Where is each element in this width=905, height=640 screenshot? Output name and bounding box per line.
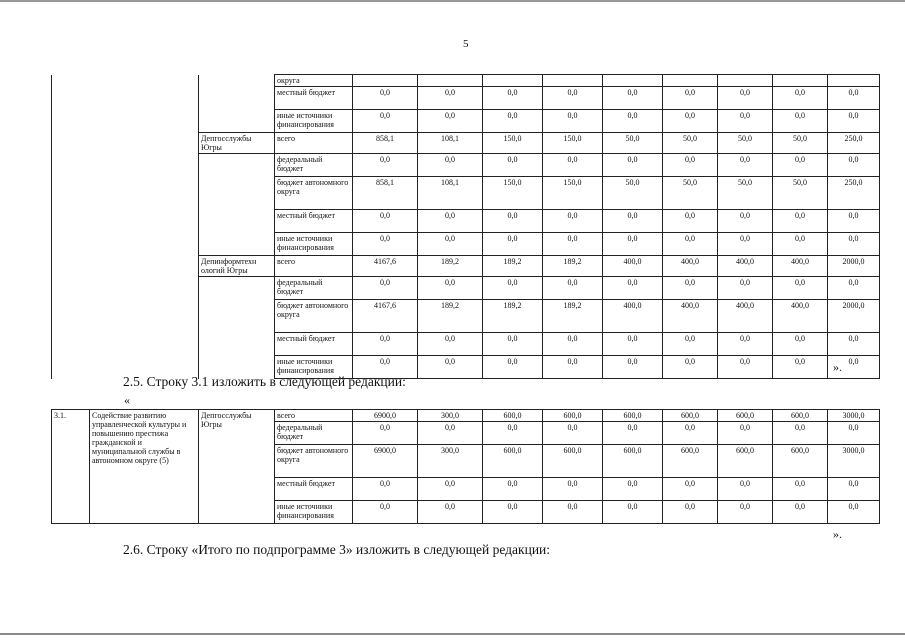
table-cell-value: 6900,0	[353, 445, 418, 478]
page-number: 5	[463, 38, 469, 50]
table-cell-value: 0,0	[718, 356, 773, 379]
table-cell-source: иные источники финансирования	[275, 233, 353, 256]
opening-quote: «	[124, 393, 130, 407]
table-cell-value: 0,0	[828, 210, 880, 233]
table-cell-source: бюджет автономного округа	[275, 300, 353, 333]
table-cell-executor: Депгосслужбы Югры	[199, 133, 275, 154]
table-row	[52, 300, 880, 333]
table-cell-value: 0,0	[418, 356, 483, 379]
table-cell-value: 0,0	[543, 422, 603, 445]
table-cell-executor	[199, 333, 275, 356]
row-number: 3.1.	[52, 410, 90, 524]
table-cell-value: 0,0	[353, 210, 418, 233]
table-cell-value: 50,0	[603, 177, 663, 210]
table-cell-value: 0,0	[603, 87, 663, 110]
table-cell-empty	[52, 256, 199, 277]
table-cell-executor	[199, 177, 275, 210]
table-cell-value: 2000,0	[828, 300, 880, 333]
table-cell-source: иные источники финансирования	[275, 356, 353, 379]
table-cell-value: 250,0	[828, 133, 880, 154]
table-cell-source: иные источники финансирования	[275, 110, 353, 133]
table-cell-value: 150,0	[543, 133, 603, 154]
table-cell-value: 400,0	[663, 256, 718, 277]
table-cell-value: 0,0	[603, 478, 663, 501]
table-row	[52, 133, 880, 154]
table-cell-value: 0,0	[718, 233, 773, 256]
table-row	[52, 333, 880, 356]
table-cell-source: округа	[275, 75, 353, 87]
table-cell-value: 3000,0	[828, 445, 880, 478]
table-cell-value: 400,0	[718, 300, 773, 333]
table-cell-value: 0,0	[718, 501, 773, 524]
table-cell-executor	[199, 300, 275, 333]
table-cell-value	[418, 75, 483, 87]
table-cell-value: 0,0	[353, 233, 418, 256]
table-cell-source: бюджет автономного округа	[275, 177, 353, 210]
table-cell-executor: Депгосслужбы Югры	[199, 410, 275, 524]
table-cell-executor	[199, 277, 275, 300]
table-cell-value: 0,0	[353, 333, 418, 356]
table-cell-executor	[199, 233, 275, 256]
table-cell-value: 50,0	[773, 177, 828, 210]
table-cell-value: 108,1	[418, 133, 483, 154]
table-cell-value: 108,1	[418, 177, 483, 210]
table-cell-source: местный бюджет	[275, 478, 353, 501]
table-cell-value: 0,0	[663, 422, 718, 445]
table-row	[52, 233, 880, 256]
table-cell-value: 189,2	[483, 300, 543, 333]
table-cell-value: 0,0	[718, 333, 773, 356]
table-cell-executor	[199, 110, 275, 133]
table-cell-value	[663, 75, 718, 87]
table-cell-source: местный бюджет	[275, 210, 353, 233]
table-cell-value: 0,0	[773, 233, 828, 256]
table-cell-value: 0,0	[418, 478, 483, 501]
table-cell-value: 858,1	[353, 133, 418, 154]
table-cell-value: 600,0	[663, 445, 718, 478]
table-cell-value: 0,0	[773, 154, 828, 177]
table-cell-value: 0,0	[718, 422, 773, 445]
table-cell-value: 400,0	[603, 256, 663, 277]
table-cell-value: 0,0	[543, 356, 603, 379]
closing-quote-1: ».	[833, 360, 842, 374]
table-cell-value: 0,0	[543, 501, 603, 524]
table-cell-value: 0,0	[543, 277, 603, 300]
row-3-1-table	[51, 409, 880, 524]
table-cell-value: 0,0	[353, 422, 418, 445]
table-cell-value: 0,0	[483, 154, 543, 177]
table-row	[52, 210, 880, 233]
table-cell-executor	[199, 154, 275, 177]
table-cell-value	[483, 75, 543, 87]
table-cell-value: 2000,0	[828, 256, 880, 277]
table-cell-value: 0,0	[603, 154, 663, 177]
table-cell-value: 0,0	[663, 154, 718, 177]
table-cell-value: 0,0	[603, 277, 663, 300]
table-cell-source: бюджет автономного округа	[275, 445, 353, 478]
table-cell-value: 0,0	[353, 154, 418, 177]
table-cell-value: 0,0	[483, 210, 543, 233]
table-cell-value: 0,0	[828, 233, 880, 256]
table-cell-empty	[52, 133, 199, 154]
table-cell-value: 0,0	[663, 478, 718, 501]
paragraph-2-6: 2.6. Строку «Итого по подпрограмме 3» изложить в следующей редакции:	[123, 542, 551, 557]
table-cell-value: 0,0	[603, 501, 663, 524]
table-cell-empty	[52, 333, 199, 356]
table-row	[52, 177, 880, 210]
table-cell-value: 0,0	[663, 277, 718, 300]
table-cell-value: 189,2	[418, 256, 483, 277]
table-cell-value: 189,2	[543, 256, 603, 277]
table-cell-value: 6900,0	[353, 410, 418, 422]
table-cell-value: 0,0	[353, 501, 418, 524]
table-cell-value: 0,0	[828, 110, 880, 133]
table-cell-empty	[52, 110, 199, 133]
table-cell-value: 0,0	[543, 87, 603, 110]
table-cell-value	[603, 75, 663, 87]
table-cell-value	[718, 75, 773, 87]
table-cell-source: всего	[275, 133, 353, 154]
table-cell-value: 0,0	[773, 87, 828, 110]
table-cell-value: 0,0	[773, 333, 828, 356]
table-cell-value: 0,0	[718, 154, 773, 177]
table-cell-value: 0,0	[828, 478, 880, 501]
table-cell-value: 0,0	[718, 277, 773, 300]
table-cell-value: 3000,0	[828, 410, 880, 422]
table-cell-source: местный бюджет	[275, 87, 353, 110]
table-cell-value: 0,0	[603, 110, 663, 133]
table-cell-value: 600,0	[773, 410, 828, 422]
table-cell-value: 4167,6	[353, 256, 418, 277]
table-cell-executor: Депинформтехн ологий Югры	[199, 256, 275, 277]
paragraph-2-5: 2.5. Строку 3.1 изложить в следующей редакции:	[123, 374, 406, 389]
table-cell-value: 858,1	[353, 177, 418, 210]
table-cell-value: 50,0	[773, 133, 828, 154]
funding-table-continued	[51, 74, 880, 379]
table-cell-empty	[52, 233, 199, 256]
table-cell-value: 0,0	[603, 210, 663, 233]
table-cell-value: 0,0	[663, 333, 718, 356]
table-cell-executor	[199, 210, 275, 233]
table-cell-value: 250,0	[828, 177, 880, 210]
table-cell-value: 0,0	[828, 277, 880, 300]
table-cell-value: 0,0	[418, 501, 483, 524]
table-cell-value: 600,0	[718, 445, 773, 478]
table-cell-value: 189,2	[483, 256, 543, 277]
table-row	[52, 75, 880, 87]
table-cell-value: 400,0	[603, 300, 663, 333]
table-row	[52, 87, 880, 110]
table-cell-value: 0,0	[543, 110, 603, 133]
table-cell-value: 0,0	[773, 210, 828, 233]
table-cell-value: 0,0	[418, 210, 483, 233]
table-cell-value: 0,0	[663, 356, 718, 379]
table-cell-value: 4167,6	[353, 300, 418, 333]
table-cell-value: 189,2	[418, 300, 483, 333]
table-cell-empty	[52, 75, 199, 87]
table-cell-value: 600,0	[543, 445, 603, 478]
table-cell-value: 400,0	[773, 256, 828, 277]
table-row	[52, 154, 880, 177]
table-cell-value: 50,0	[718, 133, 773, 154]
table-cell-value: 0,0	[828, 87, 880, 110]
table-cell-value: 600,0	[773, 445, 828, 478]
table-cell-value: 0,0	[603, 333, 663, 356]
table-cell-value: 0,0	[773, 356, 828, 379]
scan-bottom-edge	[0, 633, 905, 635]
table-cell-value: 0,0	[828, 356, 880, 379]
table-cell-value: 0,0	[483, 277, 543, 300]
table-cell-source: местный бюджет	[275, 333, 353, 356]
table-cell-value: 300,0	[418, 445, 483, 478]
table-cell-source: федеральный бюджет	[275, 277, 353, 300]
table-cell-value: 0,0	[828, 333, 880, 356]
table-cell-value	[773, 75, 828, 87]
table-cell-value: 0,0	[418, 277, 483, 300]
table-cell-value: 0,0	[418, 154, 483, 177]
table-cell-value: 400,0	[773, 300, 828, 333]
table-cell-value: 0,0	[543, 478, 603, 501]
table-cell-value: 0,0	[773, 110, 828, 133]
table-cell-value: 0,0	[828, 501, 880, 524]
table-cell-value: 600,0	[603, 445, 663, 478]
table-cell-value: 0,0	[418, 87, 483, 110]
table-cell-value: 0,0	[483, 87, 543, 110]
measure-name: Содействие развитию управленческой культуры и повышению престижа гражданской и муниципальной службы в автономном округе (5)	[90, 410, 199, 524]
table-cell-source: всего	[275, 410, 353, 422]
table-cell-value: 600,0	[483, 445, 543, 478]
table-cell-source: иные источники финансирования	[275, 501, 353, 524]
table-cell-value: 0,0	[483, 478, 543, 501]
table-cell-value: 0,0	[483, 110, 543, 133]
table-cell-value: 600,0	[543, 410, 603, 422]
table-cell-value: 0,0	[543, 154, 603, 177]
table-cell-value: 0,0	[543, 333, 603, 356]
table-cell-value: 0,0	[418, 110, 483, 133]
table-row	[52, 256, 880, 277]
table-cell-value: 0,0	[603, 356, 663, 379]
table-cell-value: 0,0	[483, 501, 543, 524]
table-cell-value: 0,0	[353, 110, 418, 133]
table-cell-executor	[199, 87, 275, 110]
table-cell-value: 0,0	[718, 87, 773, 110]
table-cell-executor	[199, 75, 275, 87]
table-cell-value: 0,0	[353, 277, 418, 300]
table-cell-value: 0,0	[663, 501, 718, 524]
table-cell-empty	[52, 177, 199, 210]
table-cell-empty	[52, 154, 199, 177]
table-cell-value	[353, 75, 418, 87]
table-cell-empty	[52, 300, 199, 333]
table-cell-value: 0,0	[483, 333, 543, 356]
table-cell-value: 0,0	[418, 333, 483, 356]
table-cell-value: 600,0	[718, 410, 773, 422]
table-cell-value: 150,0	[543, 177, 603, 210]
table-row	[52, 110, 880, 133]
table-cell-value: 0,0	[718, 110, 773, 133]
table-cell-value: 0,0	[543, 210, 603, 233]
table-cell-value: 600,0	[603, 410, 663, 422]
table-cell-value: 0,0	[353, 87, 418, 110]
table-cell-value: 0,0	[603, 233, 663, 256]
table-cell-value: 150,0	[483, 177, 543, 210]
table-cell-value: 189,2	[543, 300, 603, 333]
table-cell-value: 0,0	[773, 478, 828, 501]
table-cell-value: 0,0	[483, 356, 543, 379]
table-cell-value: 50,0	[663, 177, 718, 210]
table-cell-value: 0,0	[718, 478, 773, 501]
table-cell-value: 400,0	[718, 256, 773, 277]
table-cell-value: 400,0	[663, 300, 718, 333]
table-cell-value: 0,0	[603, 422, 663, 445]
scan-top-edge	[0, 0, 905, 2]
table-cell-value: 0,0	[828, 154, 880, 177]
table-cell-value: 300,0	[418, 410, 483, 422]
table-cell-value: 0,0	[663, 87, 718, 110]
table-cell-value: 0,0	[483, 233, 543, 256]
table-cell-value: 0,0	[663, 210, 718, 233]
table-cell-value: 0,0	[773, 422, 828, 445]
table-cell-value: 0,0	[663, 233, 718, 256]
table-cell-value: 600,0	[663, 410, 718, 422]
table-cell-value	[543, 75, 603, 87]
table-row	[52, 410, 880, 422]
table-cell-value: 50,0	[603, 133, 663, 154]
table-cell-value: 0,0	[418, 233, 483, 256]
table-cell-source: всего	[275, 256, 353, 277]
table-cell-value: 150,0	[483, 133, 543, 154]
table-cell-empty	[52, 210, 199, 233]
table-cell-value: 50,0	[663, 133, 718, 154]
table-cell-source: федеральный бюджет	[275, 154, 353, 177]
table-cell-value: 0,0	[773, 501, 828, 524]
table-cell-value: 50,0	[718, 177, 773, 210]
table-cell-value: 0,0	[773, 277, 828, 300]
table-cell-empty	[52, 87, 199, 110]
table-cell-empty	[52, 277, 199, 300]
closing-quote-2: ».	[833, 527, 842, 541]
table-cell-value: 0,0	[718, 210, 773, 233]
table-cell-value	[828, 75, 880, 87]
table-cell-value: 0,0	[353, 356, 418, 379]
table-cell-value: 0,0	[483, 422, 543, 445]
table-cell-value: 0,0	[543, 233, 603, 256]
table-row	[52, 277, 880, 300]
table-cell-value: 0,0	[663, 110, 718, 133]
table-cell-value: 0,0	[418, 422, 483, 445]
table-cell-value: 0,0	[353, 478, 418, 501]
table-cell-source: федеральный бюджет	[275, 422, 353, 445]
table-cell-value: 600,0	[483, 410, 543, 422]
table-cell-value: 0,0	[828, 422, 880, 445]
